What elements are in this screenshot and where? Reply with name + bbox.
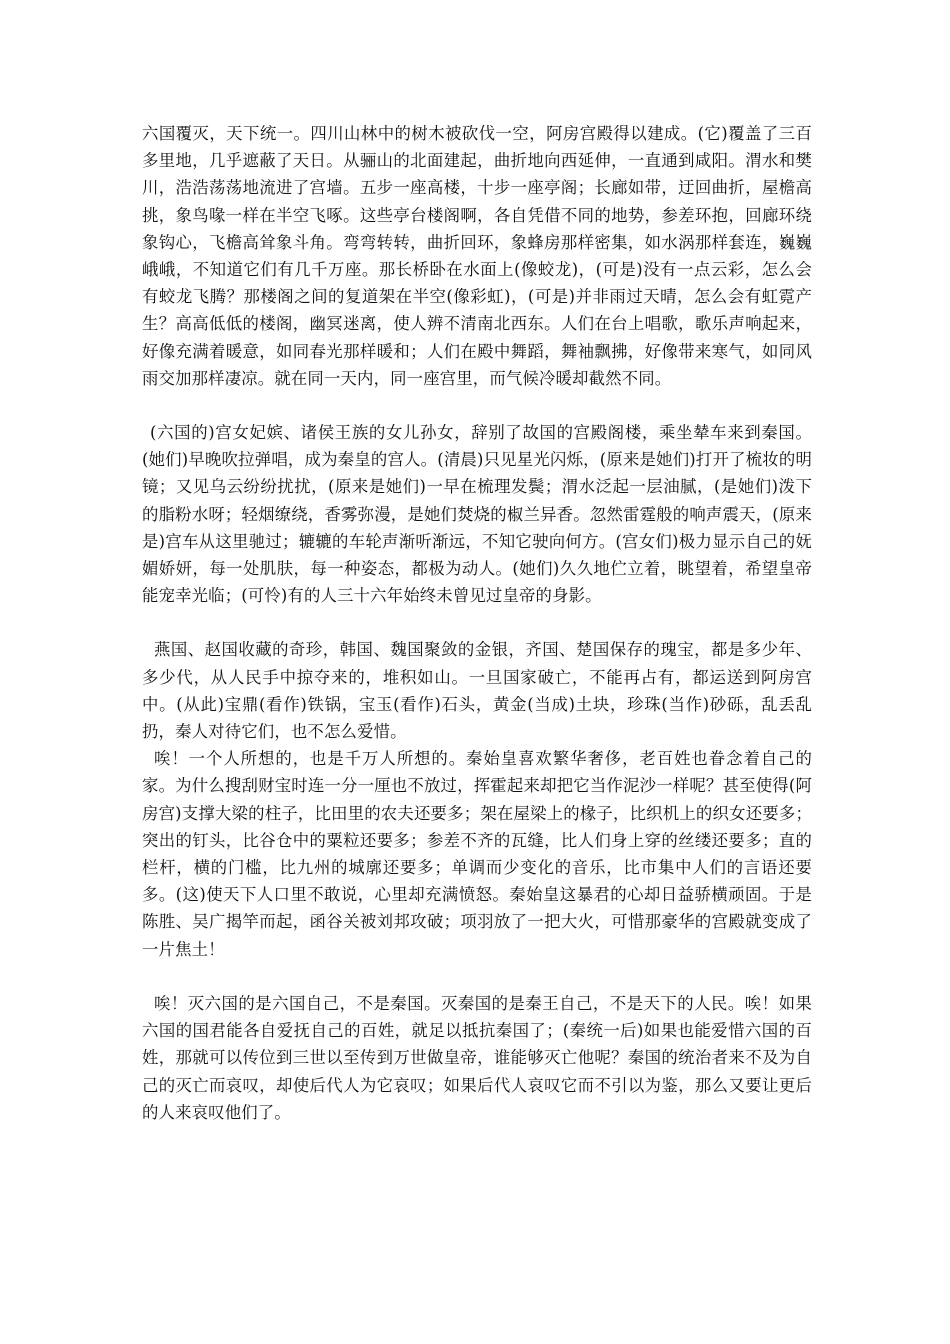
paragraph-3: 燕国、赵国收藏的奇珍，韩国、魏国聚敛的金银，齐国、楚国保存的瑰宝，都是多少年、多少代，从人民手中掠夺来的，堆积如山。一旦国家破亡，不能再占有，都运送到阿房宫中。(从此)宝鼎(看作)铁锅，宝玉(看作)石头，黄金(当成)土块，珍珠(当作)砂砾，乱丢乱扔，秦人对待它们，也不怎么爱惜。 (142, 640, 812, 742)
paragraph-2: (六国的)宫女妃嫔、诸侯王族的女儿孙女，辞别了故国的宫殿阁楼，乘坐辇车来到秦国。(她们)早晚吹拉弹唱，成为秦皇的宫人。(清晨)只见星光闪烁，(原来是她们)打开了梳妆的明镜；又见乌云纷纷扰扰，(原来是她们)一早在梳理发鬓；渭水泛起一层油腻，(是她们)泼下的脂粉水呀；轻烟缭绕，香雾弥漫，是她们焚烧的椒兰异香。忽然雷霆般的响声震天，(原来是)宫车从这里驰过；辘辘的车轮声渐听渐远，不知它驶向何方。(宫女们)极力显示自己的妩媚娇妍，每一处肌肤，每一种姿态，都极为动人。(她们)久久地伫立着，眺望着，希望皇帝能宠幸光临；(可怜)有的人三十六年始终未曾见过皇帝的身影。 (142, 423, 812, 606)
document-body (142, 120, 812, 1126)
paragraph-5: 唉！灭六国的是六国自己，不是秦国。灭秦国的是秦王自己，不是天下的人民。唉！如果六国的国君能各自爱抚自己的百姓，就足以抵抗秦国了；(秦统一后)如果也能爱惜六国的百姓，那就可以传位到三世以至传到万世做皇帝，谁能够灭亡他呢？秦国的统治者来不及为自己的灭亡而哀叹，却使后代人为它哀叹；如果后代人哀叹它而不引以为鉴，那么又要让更后的人来哀叹他们了。 (142, 993, 812, 1122)
paragraph-1: 六国覆灭，天下统一。四川山林中的树木被砍伐一空，阿房宫殿得以建成。(它)覆盖了三百多里地，几乎遮蔽了天日。从骊山的北面建起，曲折地向西延伸，一直通到咸阳。渭水和樊川，浩浩荡荡地流进了宫墙。五步一座高楼，十步一座亭阁；长廊如带，迂回曲折，屋檐高挑，象鸟喙一样在半空飞啄。这些亭台楼阁啊，各自凭借不同的地势，参差环抱，回廊环绕象钩心，飞檐高耸象斗角。弯弯转转，曲折回环，象蜂房那样密集，如水涡那样套连，巍巍峨峨，不知道它们有几千万座。那长桥卧在水面上(像蛟龙)，(可是)没有一点云彩，怎么会有蛟龙飞腾？那楼阁之间的复道架在半空(像彩虹)，(可是)并非雨过天晴，怎么会有虹霓产生？高高低低的楼阁，幽冥迷离，使人辨不清南北西东。人们在台上唱歌，歌乐声响起来，好像充满着暖意，如同春光那样暖和；人们在殿中舞蹈，舞袖飘拂，好像带来寒气，如同风雨交加那样凄凉。就在同一天内，同一座宫里，而气候冷暖却截然不同。 (142, 124, 812, 388)
paragraph-4: 唉！一个人所想的，也是千万人所想的。秦始皇喜欢繁华奢侈，老百姓也眷念着自己的家。为什么搜刮财宝时连一分一厘也不放过，挥霍起来却把它当作泥沙一样呢？甚至使得(阿房宫)支撑大梁的柱子，比田里的农夫还要多；架在屋梁上的椽子，比织机上的织女还要多；突出的钉头，比谷仓中的粟粒还要多；参差不齐的瓦缝，比人们身上穿的丝缕还要多；直的栏杆，横的门槛，比九州的城廓还要多；单调而少变化的音乐，比市集中人们的言语还要多。(这)使天下人口里不敢说，心里却充满愤怒。秦始皇这暴君的心却日益骄横顽固。于是陈胜、吴广揭竿而起，函谷关被刘邦攻破；项羽放了一把大火，可惜那豪华的宫殿就变成了一片焦土！ (142, 749, 812, 959)
